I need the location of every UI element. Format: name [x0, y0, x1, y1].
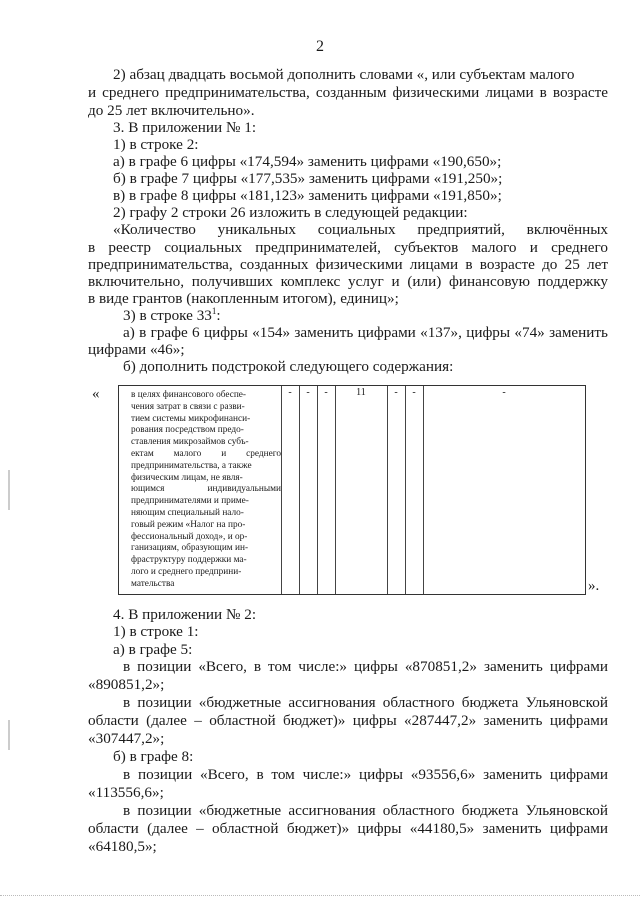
text-line: 1) в строке 2:	[113, 136, 199, 153]
text-line: в позиции «бюджетные ассигнования областного бюджета Ульяновской	[123, 694, 608, 711]
scan-bottom-line	[0, 895, 640, 896]
scan-edge-mark	[8, 470, 10, 510]
text-line: включительно, получивших комплекс услуг и (или) финансовую поддержку	[88, 273, 608, 290]
quote-close: ».	[588, 578, 600, 594]
text-line: и среднего предпринимательства, созданным физическими лицами в возрасте	[88, 84, 608, 101]
text-line: 4. В приложении № 2:	[113, 606, 257, 623]
text-line: в позиции «бюджетные ассигнования областного бюджета Ульяновской	[123, 802, 608, 819]
text-line: до 25 лет включительно».	[88, 102, 255, 119]
table-cell: -	[502, 387, 506, 398]
text-line: 2) графу 2 строки 26 изложить в следующей редакции:	[113, 204, 468, 221]
page-number: 2	[316, 38, 324, 55]
text-line: в виде грантов (накопленным итогом), единиц»;	[88, 290, 399, 307]
text-line: в позиции «Всего, в том числе:» цифры «93556,6» заменить цифрами	[123, 766, 608, 783]
text-line: 3. В приложении № 1:	[113, 119, 257, 136]
text-line-row33: 3) в строке $33^1$:	[123, 306, 221, 324]
inserted-table-row	[118, 385, 586, 595]
text-line: б) в графе 8:	[113, 748, 194, 765]
text-line: «307447,2»;	[88, 730, 165, 747]
quote-open: «	[92, 386, 100, 402]
superscript: 1	[211, 306, 217, 316]
table-cell: -	[412, 387, 416, 398]
text-line: «113556,6»;	[88, 784, 164, 801]
text-line: 1) в строке 1:	[113, 623, 199, 640]
table-cell: -	[394, 387, 398, 398]
text-line: предпринимательства, созданных физическими лицами в возрасте до 25 лет	[88, 256, 608, 273]
text-line: а) в графе 6 цифры «154» заменить цифрами «137», цифры «74» заменить	[123, 324, 608, 341]
text-line: б) в графе 7 цифры «177,535» заменить цифрами «191,250»;	[113, 170, 503, 187]
text-line: области (далее – областной бюджет)» цифры «287447,2» заменить цифрами	[88, 712, 608, 729]
scan-edge-mark	[8, 720, 10, 750]
text-line: в) в графе 8 цифры «181,123» заменить цифрами «191,850»;	[113, 187, 502, 204]
text-line: в реестр социальных предпринимателей, субъектов малого и среднего	[88, 239, 608, 256]
text-line: «890851,2»;	[88, 676, 165, 693]
table-cell: -	[324, 387, 328, 398]
text-line: в позиции «Всего, в том числе:» цифры «870851,2» заменить цифрами	[123, 658, 608, 675]
text-line: 2) абзац двадцать восьмой дополнить словами «, или субъектам малого	[113, 66, 575, 83]
table-cell: -	[288, 387, 292, 398]
text-line: а) в графе 6 цифры «174,594» заменить цифрами «190,650»;	[113, 153, 502, 170]
text-line: цифрами «46»;	[88, 341, 185, 358]
text-line: области (далее – областной бюджет)» цифры «44180,5» заменить цифрами	[88, 820, 608, 837]
text-line: «Количество уникальных социальных предприятий, включённых	[113, 221, 608, 238]
table-cell: -	[306, 387, 310, 398]
text-line: б) дополнить подстрокой следующего содержания:	[123, 358, 454, 375]
text-line: а) в графе 5:	[113, 641, 193, 658]
table-cell-description: в целях финансового обеспе- чения затрат в связи с разви- тием системы микрофинанси- рования посредством предо- ставления микрозаймов субъ- ектам малого и среднего предпринимательства, а также физическим лицам, не явля- ющимся индивидуальными предпринимателями и приме- няющим специальный нало- говый режим «Налог на про- фессиональный доход», и ор- ганизациям, образующим ин- фраструктуру поддержки ма- лого и среднего предприни- мательства	[131, 390, 281, 589]
table-cell: 11	[356, 387, 366, 398]
text-line: «64180,5»;	[88, 838, 157, 855]
